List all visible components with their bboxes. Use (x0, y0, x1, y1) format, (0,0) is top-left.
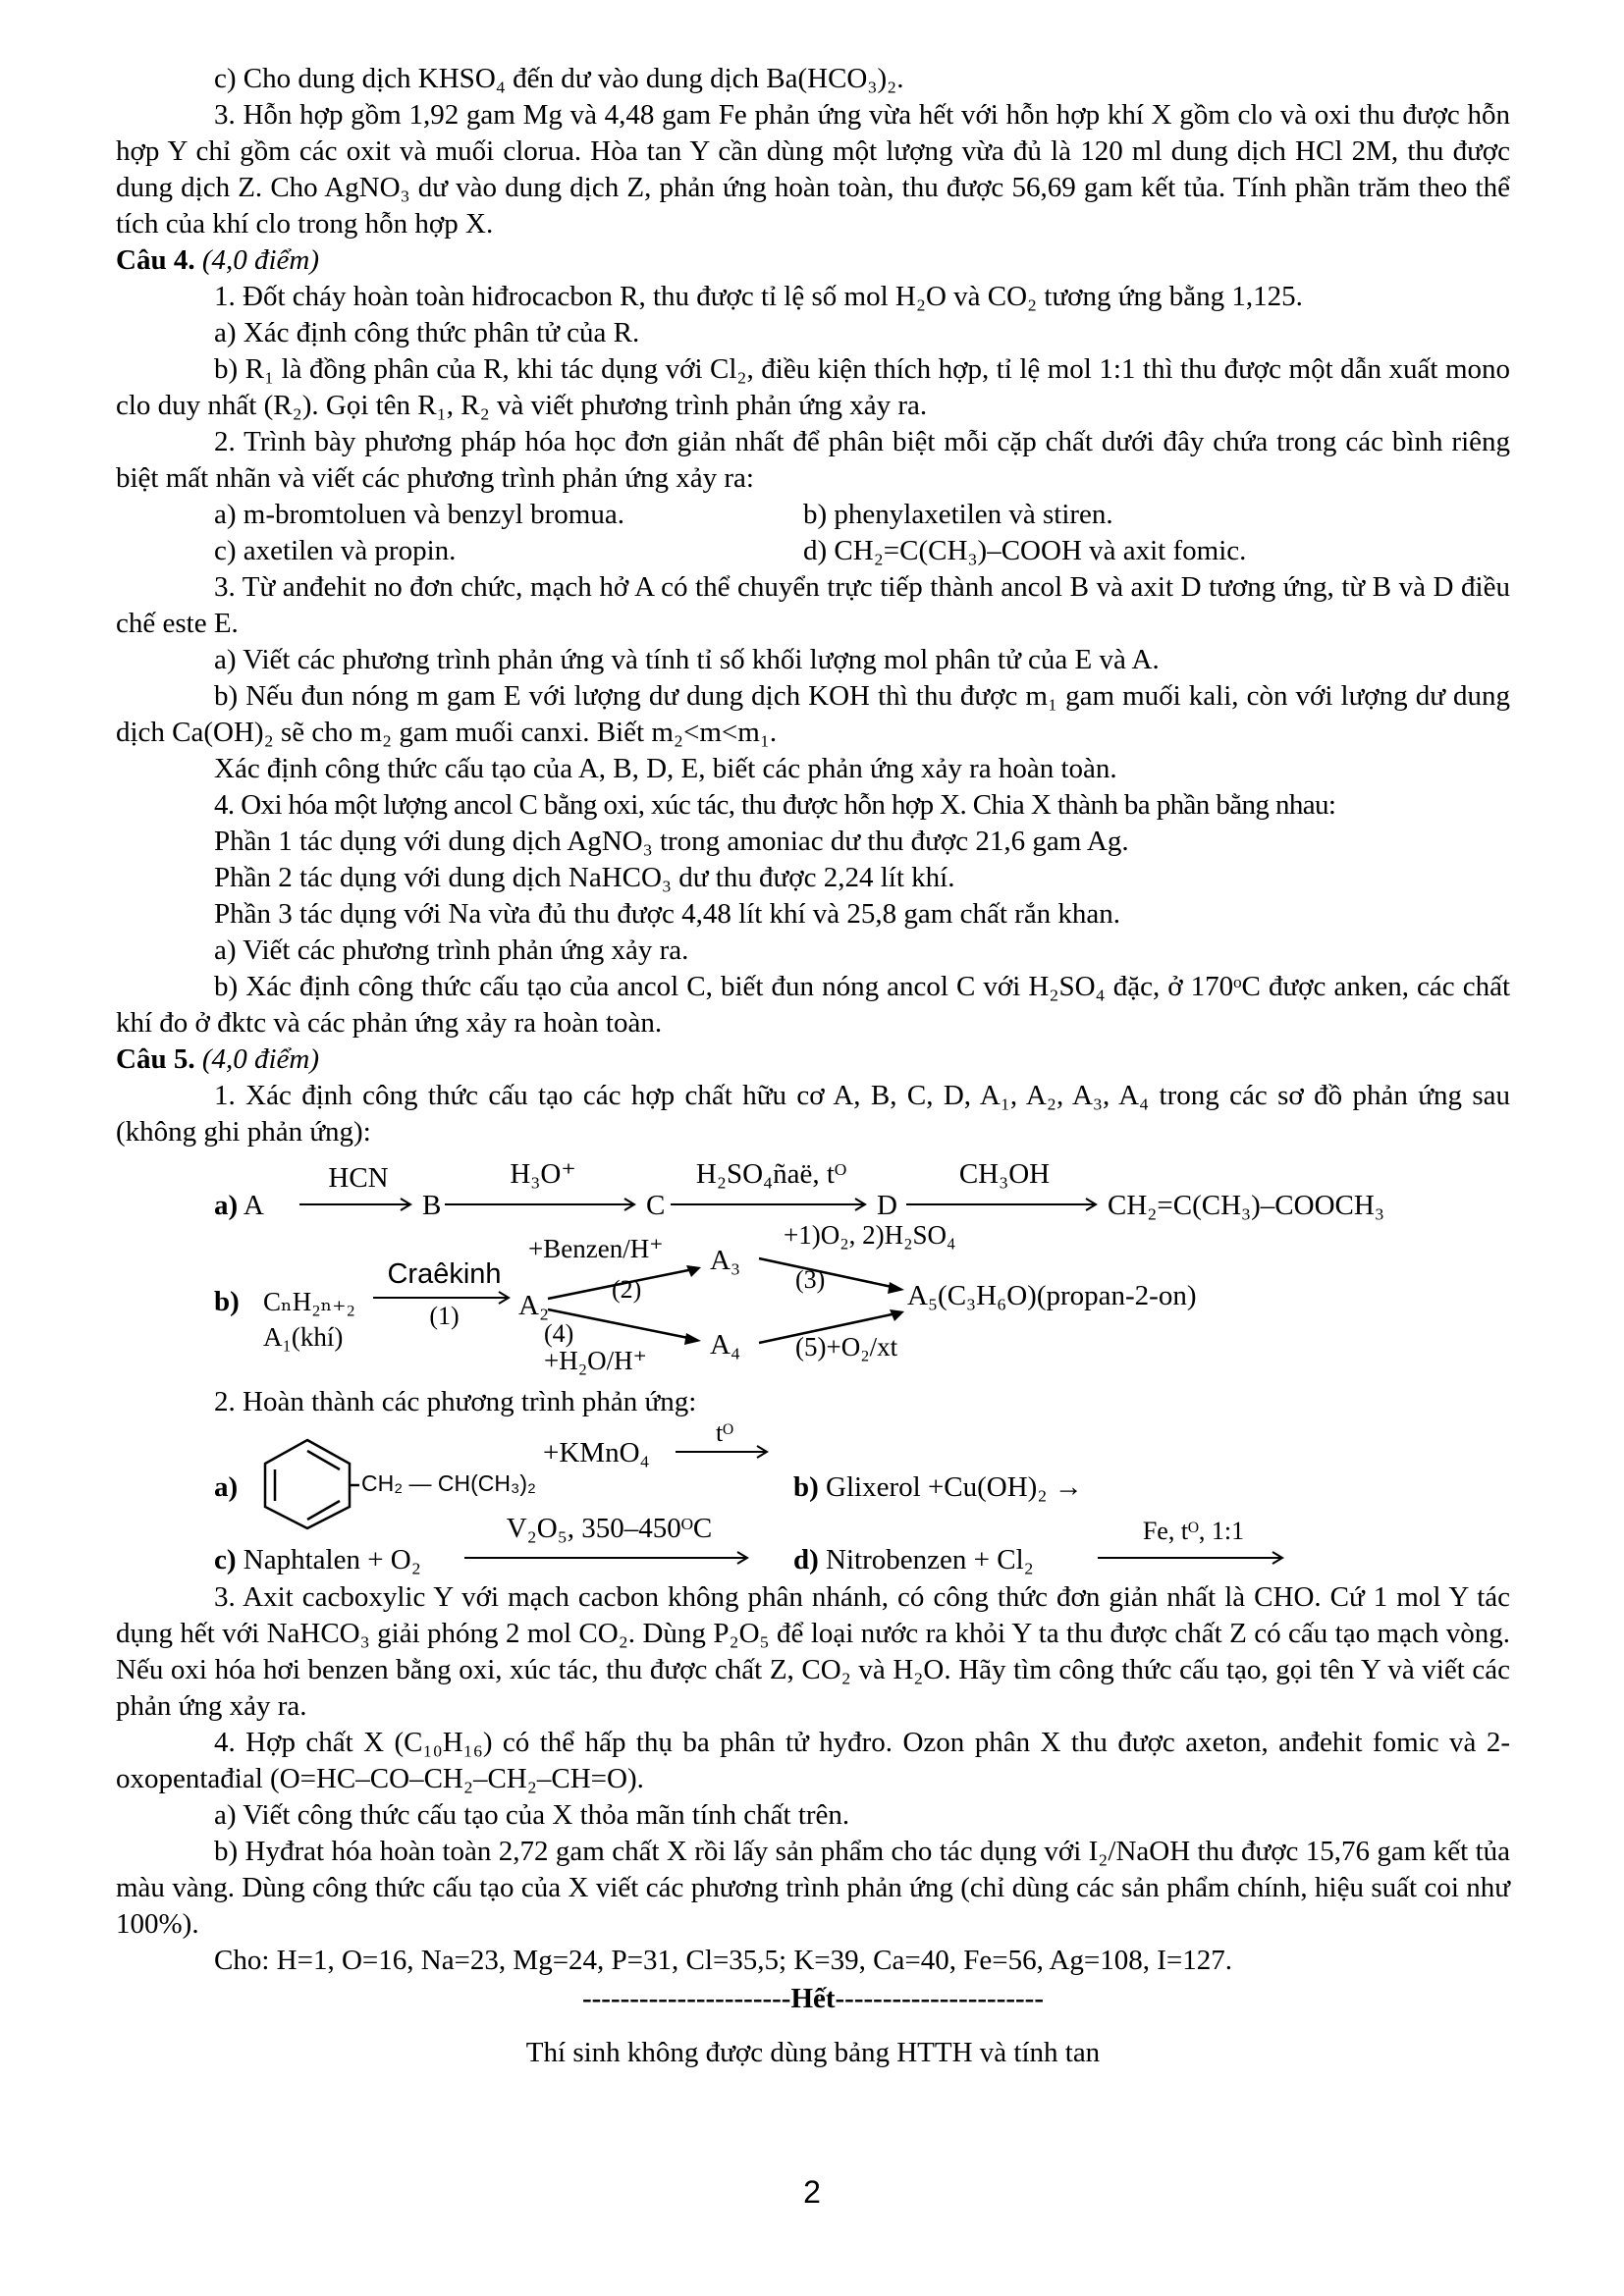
scheme-b-A5: A₅(C₃H₆O)(propan-2-on) (907, 1280, 1197, 1311)
scheme-b-r3-num: (3) (795, 1265, 826, 1294)
page-number: 2 (803, 2174, 821, 2210)
q4-part3b: b) Nếu đun nóng m gam E với lượng dư dung dịch KOH thì thu được m₁ gam muối kali, còn với lượng dư dung dịch Ca(OH)₂ sẽ cho m₂ gam muối canxi. Biết m₂<m<m₁. (116, 680, 1510, 748)
q4-part4-p3: Phần 3 tác dụng với Na vừa đủ thu được 4,48 lít khí và 25,8 gam chất rắn khan. (214, 898, 1121, 930)
q4-part4: 4. Oxi hóa một lượng ancol C bằng oxi, xúc tác, thu được hỗn hợp X. Chia X thành ba phần bằng nhau: (214, 789, 1336, 821)
scheme-a-arrow-1 (299, 1197, 417, 1212)
scheme-b-A3: A₃ (710, 1245, 741, 1276)
eq2d-arrow (1098, 1550, 1289, 1566)
scheme-a-r2: H₃O⁺ (510, 1158, 576, 1190)
given-atomic-masses: Cho: H=1, O=16, Na=23, Mg=24, P=31, Cl=35,5; K=39, Ca=40, Fe=56, Ag=108, I=127. (214, 1945, 1233, 1976)
eq2a-cond: tᴼ (715, 1418, 734, 1447)
q4-part2-row1 (116, 497, 1510, 533)
q5-part3: 3. Axit cacboxylic Y với mạch cacbon không phân nhánh, có công thức đơn giản nhất là CHO. Cứ 1 mol Y tác dụng hết với NaHCO₃ giải phóng 2 mol CO₂. Dùng P₂O₅ để loại nước ra khỏi Y ta thu được chất Z có cấu tạo mạch vòng. Nếu oxi hóa hơi benzen bằng oxi, xúc tác, thu được chất Z, CO₂ và H₂O. Hãy tìm công thức cấu tạo, gọi tên Y và viết các phản ứng xảy ra. (116, 1581, 1510, 1722)
eq2-row-cd (116, 1513, 1510, 1579)
q4-part4-p1: Phần 1 tác dụng với dung dịch AgNO₃ trong amoniac dư thu được 21,6 gam Ag. (214, 826, 1129, 857)
eq2d-label: d) (793, 1544, 819, 1575)
q4-part2-row2 (116, 533, 1510, 569)
scheme-a-r4: CH₃OH (958, 1158, 1051, 1190)
scheme-b-r2-cond: +Benzen/H⁺ (528, 1234, 664, 1263)
exam-page (116, 61, 1510, 2071)
q4-part2c: c) axetilen và propin. (214, 535, 457, 566)
scheme-a-arrow-2 (445, 1197, 641, 1212)
scheme-a-label: a) (214, 1190, 239, 1221)
eq2a-substituent: CH₂ — CH(CH₃)₂ (361, 1470, 536, 1496)
scheme-a-D: D (877, 1190, 897, 1221)
scheme-a-C: C (646, 1190, 666, 1221)
eq2b-text: Glixerol +Cu(OH)₂ → (826, 1471, 1083, 1503)
scheme-b-A4: A₄ (710, 1329, 741, 1361)
scheme-b-start: CₙH₂ₙ₊₂ (263, 1287, 355, 1316)
q4-part2a: a) m-bromtoluen và benzyl bromua. (214, 499, 624, 530)
q4-part1b: b) R₁ là đồng phân của R, khi tác dụng với Cl₂, điều kiện thích hợp, tỉ lệ mol 1:1 thì thu được một dẫn xuất mono clo duy nhất (R₂). Gọi tên R₁, R₂ và viết phương trình phản ứng xảy ra. (116, 353, 1510, 421)
scheme-a-r3: H₂SO₄ñaë, tᴼ (695, 1158, 847, 1190)
question-3-3: 3. Hỗn hợp gồm 1,92 gam Mg và 4,48 gam Fe phản ứng vừa hết với hỗn hợp khí X gồm clo và oxi thu được hỗn hợp Y chỉ gồm các oxit và muối clorua. Hòa tan Y cần dùng một lượng vừa đủ là 120 ml dung dịch HCl 2M, thu được dung dịch Z. Cho AgNO₃ dư vào dung dịch Z, phản ứng hoàn toàn, thu được 56,69 gam kết tủa. Tính phần trăm theo thể tích của khí clo trong hỗn hợp X. (116, 99, 1510, 240)
scheme-b-arrow-3 (759, 1255, 906, 1294)
q4-part3c: Xác định công thức cấu tạo của A, B, D, E, biết các phản ứng xảy ra hoàn toàn. (214, 753, 1117, 784)
scheme-a-product: CH₂=C(CH₃)–COOCH₃ (1108, 1190, 1384, 1221)
q4-part4-p2: Phần 2 tác dụng với dung dịch NaHCO₃ dư thu được 2,24 lít khí. (214, 862, 955, 893)
q5-part4: 4. Hợp chất X (C₁₀H₁₆) có thể hấp thụ ba phân tử hyđro. Ozon phân X thu được axeton, anđehit fomic và 2-oxopentađial (O=HC–CO–CH₂–CH₂–CH=O). (116, 1727, 1510, 1794)
end-marker: ----------------------Hết---------------------- (581, 1983, 1044, 2014)
scheme-b-r5: (5)+O₂/xt (795, 1332, 898, 1362)
scheme-a-arrow-3 (671, 1197, 872, 1212)
question-4-heading: Câu 4. (4,0 điểm) (116, 244, 320, 276)
scheme-b-r4-num: (4) (544, 1319, 574, 1348)
eq2c-text: Naphtalen + O₂ (243, 1544, 421, 1575)
scheme-b-r3-cond: +1)O₂, 2)H₂SO₄ (784, 1220, 956, 1250)
eq2d-cond: Fe, tᴼ, 1:1 (1142, 1517, 1245, 1545)
scheme-b-r1-cond: Craêkinh (387, 1258, 502, 1290)
eq2a-arrow (676, 1444, 774, 1460)
q4-part2: 2. Trình bày phương pháp hóa học đơn giản nhất để phân biệt mỗi cặp chất dưới đây chứa trong các bình riêng biệt mất nhãn và viết các phương trình phản ứng xảy ra: (116, 426, 1510, 494)
q4-part3a: a) Viết các phương trình phản ứng và tính tỉ số khối lượng mol phân tử của E và A. (214, 644, 1160, 675)
eq2a-reagent: +KMnO₄ (543, 1437, 650, 1468)
q4-part2d: d) CH₂=C(CH₃)–COOH và axit fomic. (803, 535, 1247, 566)
scheme-b-r4-cond: +H₂O/H⁺ (544, 1346, 647, 1375)
candidate-note: Thí sinh không được dùng bảng HTTH và tính tan (525, 2037, 1101, 2068)
scheme-b-r1-num: (1) (429, 1302, 460, 1330)
scheme-b-A1: A₁(khí) (263, 1322, 344, 1352)
scheme-a-arrow-4 (906, 1197, 1103, 1212)
line-1c: c) Cho dung dịch KHSO₄ đến dư vào dung dịch Ba(HCO₃)₂. (214, 63, 904, 94)
scheme-b-A2: A₂ (518, 1290, 550, 1321)
eq2a-label: a) (214, 1471, 239, 1503)
question-5-heading: Câu 5. (4,0 điểm) (116, 1043, 320, 1075)
q4-part4a: a) Viết các phương trình phản ứng xảy ra. (214, 934, 689, 966)
eq2b-label: b) (793, 1471, 819, 1503)
q5-part4b: b) Hyđrat hóa hoàn toàn 2,72 gam chất X rồi lấy sản phẩm cho tác dụng với I₂/NaOH thu được 15,76 gam kết tủa màu vàng. Dùng công thức cấu tạo của X viết các phương trình phản ứng (chỉ dùng các sản phẩm chính, hiệu suất coi như 100%). (116, 1836, 1510, 1940)
eq2-row-ab (116, 1420, 1510, 1519)
q5-part1: 1. Xác định công thức cấu tạo các hợp chất hữu cơ A, B, C, D, A₁, A₂, A₃, A₄ trong các sơ đồ phản ứng sau (không ghi phản ứng): (116, 1080, 1510, 1148)
q4-part3: 3. Từ anđehit no đơn chức, mạch hở A có thể chuyển trực tiếp thành ancol B và axit D tương ứng, từ B và D điều chế este E. (116, 571, 1510, 639)
q4-part1: 1. Đốt cháy hoàn toàn hiđrocacbon R, thu được tỉ lệ số mol H₂O và CO₂ tương ứng bằng 1,125. (214, 281, 1303, 312)
q4-part2b: b) phenylaxetilen và stiren. (803, 499, 1113, 530)
scheme-b-label: b) (214, 1286, 240, 1317)
q4-part4b: b) Xác định công thức cấu tạo của ancol C, biết đun nóng ancol C với H₂SO₄ đặc, ở 170ᵒC được anken, các chất khí đo ở đktc và các phản ứng xảy ra hoàn toàn. (116, 971, 1510, 1039)
eq2d-text: Nitrobenzen + Cl₂ (826, 1544, 1034, 1575)
scheme-b-r2-num: (2) (612, 1275, 642, 1304)
q4-part1a: a) Xác định công thức phân tử của R. (214, 317, 640, 348)
scheme-a-A: A (243, 1190, 264, 1221)
q5-part2: 2. Hoàn thành các phương trình phản ứng: (214, 1386, 697, 1417)
benzene-ring-icon (253, 1436, 361, 1530)
eq2c-cond: V₂O₅, 350–450ᴼC (506, 1513, 713, 1544)
eq2c-arrow (464, 1550, 754, 1566)
scheme-a-r1: HCN (328, 1162, 389, 1194)
eq2c-label: c) (214, 1544, 237, 1575)
scheme-a-B: B (422, 1190, 442, 1221)
scheme-b (116, 1220, 1510, 1384)
q5-part4a: a) Viết công thức cấu tạo của X thỏa mãn tính chất trên. (214, 1799, 850, 1831)
